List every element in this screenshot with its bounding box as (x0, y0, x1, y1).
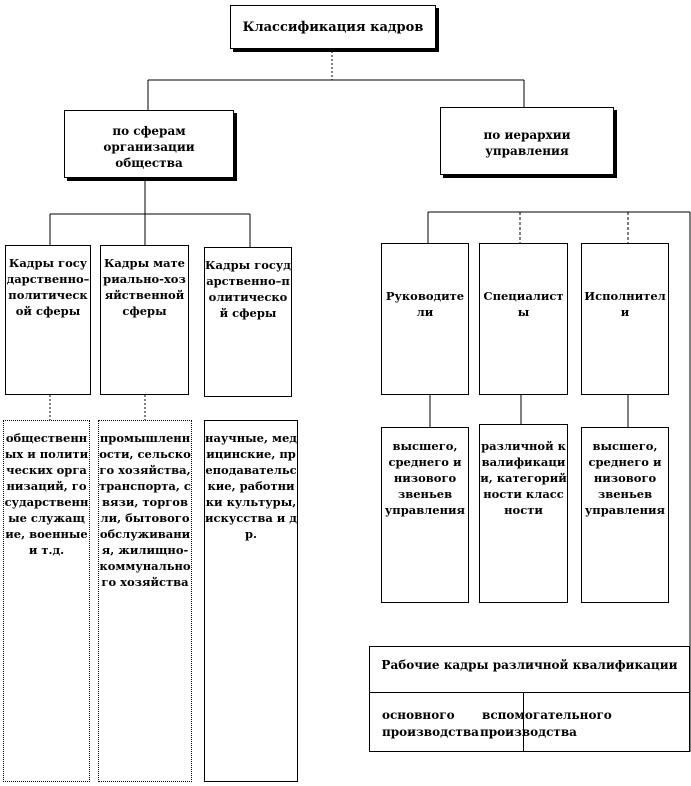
category-state-political-2 (204, 247, 292, 397)
branch-spheres-box (64, 110, 234, 178)
branch-hierarchy-label: по иерархии управления (483, 128, 571, 158)
description-text: промышленности, сельского хозяйства, транспорта, связи, торговли, бытового обслуживания, жилищно-коммунального хозяйства (99, 431, 191, 589)
category-label: Исполнители (584, 289, 666, 319)
workers-table (369, 646, 690, 752)
description-text: научные, медицинские, преподавательские, работники культуры, искусства и др. (205, 431, 297, 541)
description-science-culture (204, 420, 298, 782)
category-label: Руководители (385, 289, 465, 319)
description-state-political (3, 420, 90, 782)
description-text: высшего, среднего и низового звеньев управления (584, 439, 666, 517)
category-label: Кадры материально-хозяйственной сферы (103, 256, 186, 318)
description-material-economic (98, 420, 192, 782)
category-specialists (479, 243, 568, 395)
description-specialists (479, 424, 568, 603)
category-managers (381, 243, 469, 395)
workers-cell-auxiliary: вспомогательного производства (480, 708, 612, 739)
branch-spheres-label: по сферам организации общества (103, 124, 195, 170)
category-label: Кадры государственно–политической сферы (205, 258, 291, 320)
category-label: Кадры государственно–политической сферы (6, 256, 90, 318)
category-state-political (5, 245, 91, 395)
category-label: Специалисты (483, 289, 564, 319)
workers-cell-main: основного производства (382, 708, 479, 739)
diagram-title: Классификация кадров (242, 20, 424, 35)
description-executors (581, 427, 669, 603)
description-managers (381, 427, 469, 603)
category-material-economic (100, 245, 189, 395)
category-executors (581, 243, 669, 395)
title-box (230, 5, 436, 49)
description-text: высшего, среднего и низового звеньев управления (384, 439, 466, 517)
branch-hierarchy-box (440, 107, 614, 175)
workers-title: Рабочие кадры различной квалификации (381, 658, 678, 672)
workers-header (370, 647, 689, 693)
description-text: общественных и политических организаций, государственные служащие, военные и т.д. (4, 431, 89, 557)
description-text: различной квалификации, категорийности классности (480, 439, 567, 517)
